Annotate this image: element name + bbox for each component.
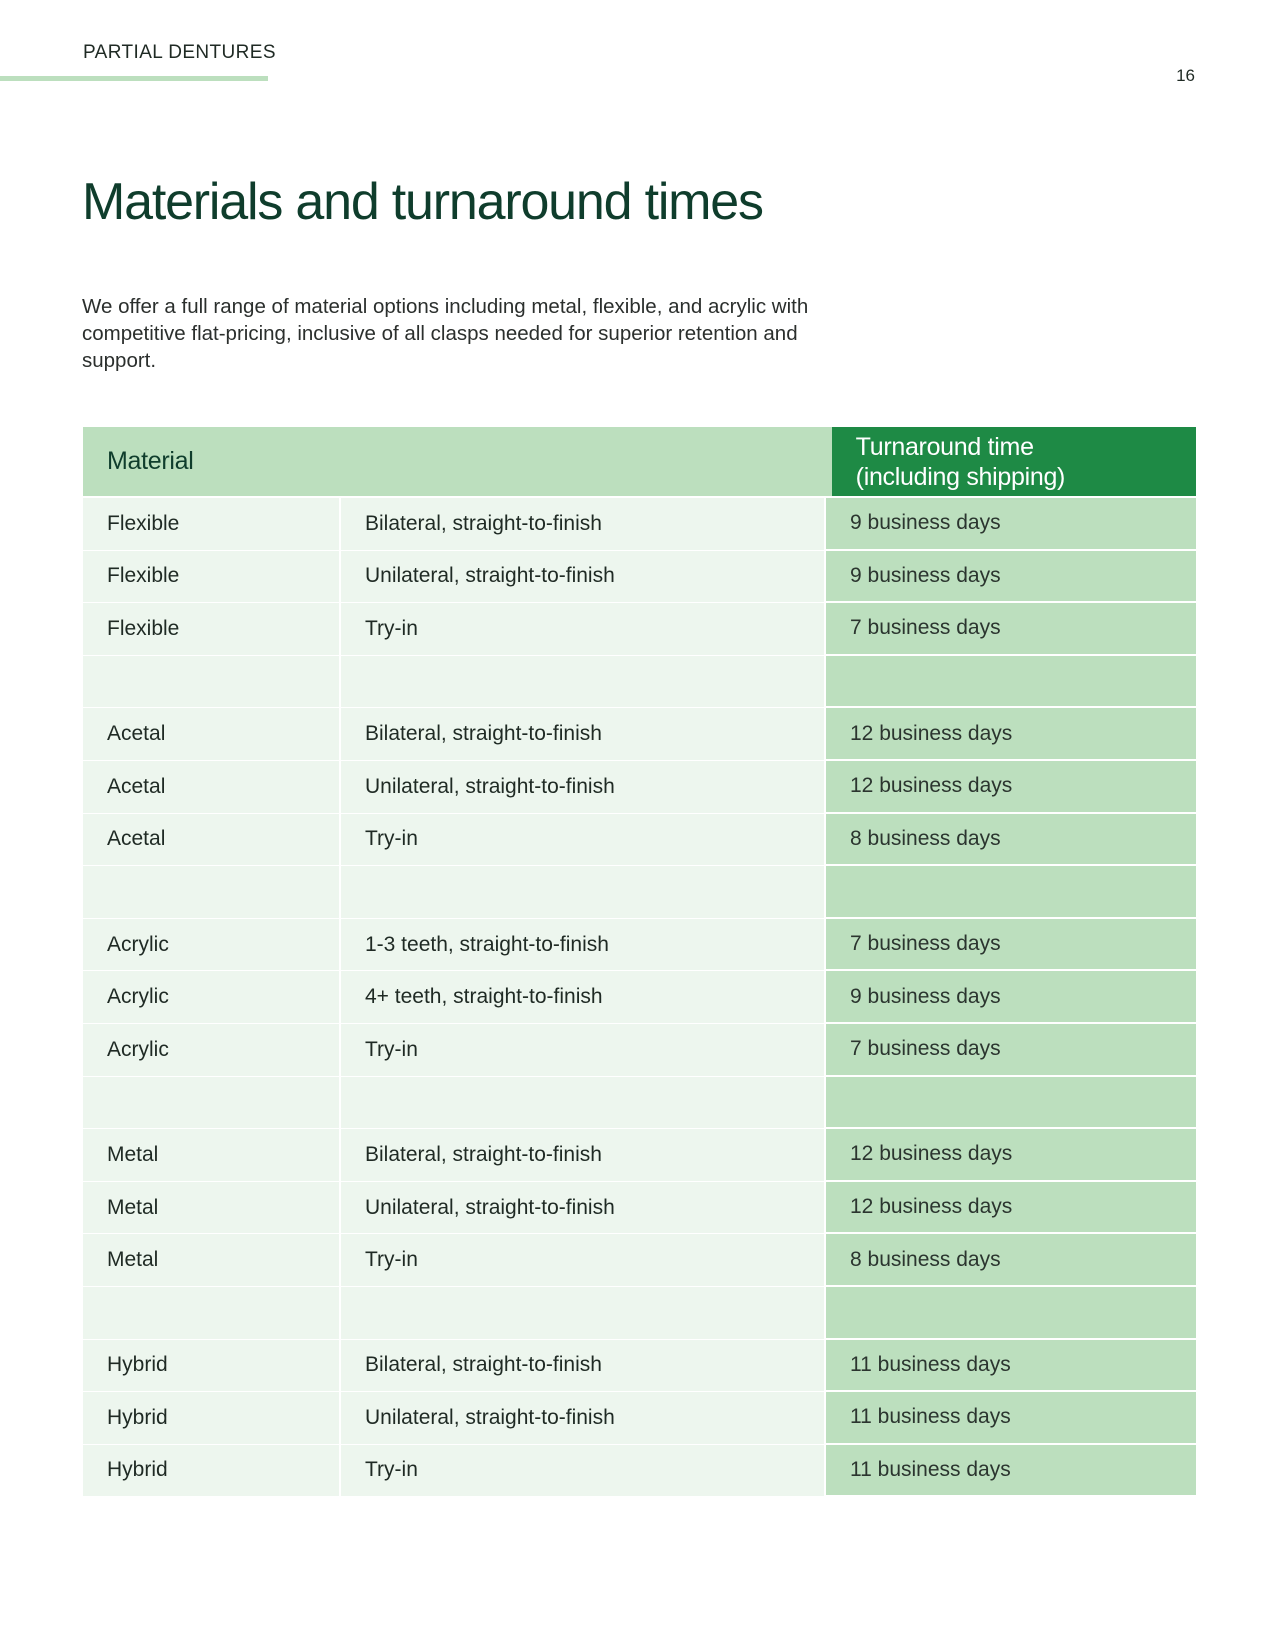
- header-turnaround-time: [832, 427, 1196, 496]
- intro-paragraph: We offer a full range of material options including metal, flexible, and acrylic with competitive flat-pricing, inclusive of all clasps needed for superior retention and support.: [82, 295, 809, 372]
- cell-type: Bilateral, straight-to-finish: [341, 498, 824, 551]
- cell-turnaround: 11 business days: [824, 1445, 1196, 1498]
- cell-turnaround: 12 business days: [824, 708, 1196, 761]
- cell-turnaround: 7 business days: [824, 1024, 1196, 1077]
- page-title: Materials and turnaround times: [82, 173, 763, 231]
- cell-type: 1-3 teeth, straight-to-finish: [341, 919, 824, 972]
- table-row: [83, 866, 1196, 919]
- cell-material: Flexible: [83, 551, 341, 604]
- cell-type: Bilateral, straight-to-finish: [341, 1340, 824, 1393]
- table-row: [83, 1077, 1196, 1130]
- cell-type: Unilateral, straight-to-finish: [341, 1392, 824, 1445]
- cell-material: Hybrid: [83, 1340, 341, 1393]
- table-row: [83, 1234, 1196, 1287]
- cell-turnaround: 11 business days: [824, 1392, 1196, 1445]
- cell-turnaround: [824, 1077, 1196, 1130]
- cell-type: [341, 1077, 824, 1130]
- cell-material: [83, 656, 341, 709]
- cell-material: [83, 1287, 341, 1340]
- cell-turnaround: 9 business days: [824, 971, 1196, 1024]
- turnaround-table: [83, 427, 1196, 1497]
- table-row: [83, 551, 1196, 604]
- cell-type: 4+ teeth, straight-to-finish: [341, 971, 824, 1024]
- table-row: [83, 1392, 1196, 1445]
- page-number: 16: [1176, 66, 1195, 85]
- table-row: [83, 1340, 1196, 1393]
- cell-type: [341, 656, 824, 709]
- cell-type: Bilateral, straight-to-finish: [341, 708, 824, 761]
- table-row: [83, 1445, 1196, 1498]
- table-row: [83, 971, 1196, 1024]
- cell-type: [341, 866, 824, 919]
- cell-material: Acrylic: [83, 1024, 341, 1077]
- cell-material: Hybrid: [83, 1445, 341, 1498]
- cell-material: Metal: [83, 1129, 341, 1182]
- table-row: [83, 1024, 1196, 1077]
- table-row: [83, 708, 1196, 761]
- table-row: [83, 919, 1196, 972]
- cell-turnaround: 11 business days: [824, 1340, 1196, 1393]
- cell-turnaround: 12 business days: [824, 1129, 1196, 1182]
- table-row: [83, 656, 1196, 709]
- cell-type: Try-in: [341, 603, 824, 656]
- table-header: [83, 427, 1196, 498]
- table-row: [83, 603, 1196, 656]
- cell-type: Bilateral, straight-to-finish: [341, 1129, 824, 1182]
- cell-type: Try-in: [341, 1234, 824, 1287]
- cell-type: Try-in: [341, 1024, 824, 1077]
- header-time-line2: (including shipping): [855, 462, 1066, 491]
- cell-type: Unilateral, straight-to-finish: [341, 761, 824, 814]
- cell-turnaround: 7 business days: [824, 919, 1196, 972]
- cell-turnaround: 9 business days: [824, 551, 1196, 604]
- cell-material: Acrylic: [83, 919, 341, 972]
- table-row: [83, 1182, 1196, 1235]
- table-row: [83, 498, 1196, 551]
- cell-turnaround: 12 business days: [824, 761, 1196, 814]
- cell-type: Unilateral, straight-to-finish: [341, 1182, 824, 1235]
- cell-turnaround: 8 business days: [824, 814, 1196, 867]
- cell-type: Unilateral, straight-to-finish: [341, 551, 824, 604]
- cell-material: Acrylic: [83, 971, 341, 1024]
- cell-type: Try-in: [341, 1445, 824, 1498]
- cell-turnaround: [824, 656, 1196, 709]
- cell-turnaround: [824, 866, 1196, 919]
- cell-turnaround: 8 business days: [824, 1234, 1196, 1287]
- cell-material: Flexible: [83, 603, 341, 656]
- section-label: PARTIAL DENTURES: [83, 42, 276, 63]
- cell-material: Hybrid: [83, 1392, 341, 1445]
- section-rule: [0, 76, 268, 81]
- table-body: [83, 498, 1196, 1497]
- header-material: Material: [83, 427, 832, 496]
- table-row: [83, 761, 1196, 814]
- cell-material: [83, 866, 341, 919]
- cell-turnaround: 9 business days: [824, 498, 1196, 551]
- cell-material: Acetal: [83, 814, 341, 867]
- cell-material: Acetal: [83, 708, 341, 761]
- header-time-line1: Turnaround time: [855, 432, 1034, 461]
- cell-turnaround: [824, 1287, 1196, 1340]
- cell-material: Acetal: [83, 761, 341, 814]
- table-row: [83, 1287, 1196, 1340]
- cell-material: Flexible: [83, 498, 341, 551]
- table-row: [83, 814, 1196, 867]
- cell-turnaround: 12 business days: [824, 1182, 1196, 1235]
- cell-type: Try-in: [341, 814, 824, 867]
- cell-material: Metal: [83, 1234, 341, 1287]
- cell-turnaround: 7 business days: [824, 603, 1196, 656]
- cell-type: [341, 1287, 824, 1340]
- table-row: [83, 1129, 1196, 1182]
- cell-material: Metal: [83, 1182, 341, 1235]
- cell-material: [83, 1077, 341, 1130]
